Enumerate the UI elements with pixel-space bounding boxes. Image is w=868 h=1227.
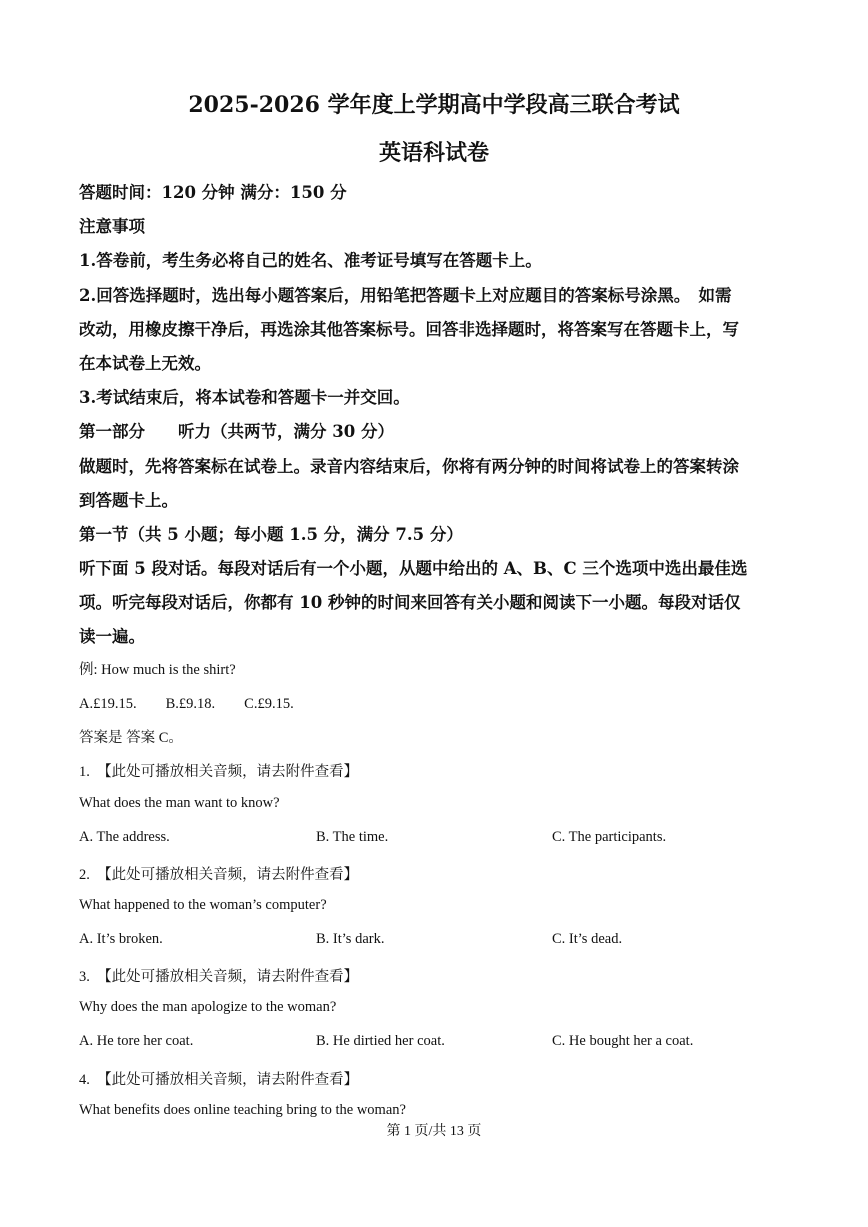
q3-option-c: C. He bought her a coat. bbox=[552, 1033, 694, 1049]
q3-option-b: B. He dirtied her coat. bbox=[316, 1033, 445, 1049]
q2-option-c: C. It’s dead. bbox=[552, 931, 623, 947]
audio-placeholder-q1[interactable]: 1. 【此处可播放相关音频，请去附件查看】 bbox=[79, 764, 359, 780]
notice-item-3: 3.考试结束后，将本试卷和答题卡一并交回。 bbox=[79, 388, 410, 407]
question-2-text: What happened to the woman’s computer? bbox=[79, 897, 327, 913]
notice-heading: 注意事项 bbox=[79, 217, 145, 236]
section1-instruction-line-3: 读一遍。 bbox=[79, 627, 145, 646]
question-3-text: Why does the man apologize to the woman? bbox=[79, 999, 337, 1015]
part1-instruction-line-1: 做题时，先将答案标在试卷上。录音内容结束后，你将有两分钟的时间将试卷上的答案转涂 bbox=[79, 457, 739, 476]
q3-option-a: A. He tore her coat. bbox=[79, 1033, 194, 1049]
example-options: A.£19.15. B.£9.18. C.£9.15. bbox=[79, 696, 294, 712]
question-4-text: What benefits does online teaching bring to the woman? bbox=[79, 1102, 406, 1118]
example-answer: 答案是 答案 C。 bbox=[79, 730, 183, 746]
q2-option-a: A. It’s broken. bbox=[79, 931, 163, 947]
part1-instruction-line-2: 到答题卡上。 bbox=[79, 491, 178, 510]
subject-title: 英语科试卷 bbox=[378, 140, 489, 166]
notice-item-2-line-3: 在本试卷上无效。 bbox=[79, 354, 211, 373]
audio-placeholder-q3[interactable]: 3. 【此处可播放相关音频，请去附件查看】 bbox=[79, 969, 359, 985]
section1-heading: 第一节（共 5 小题；每小题 1.5 分，满分 7.5 分） bbox=[79, 525, 463, 544]
section1-instruction-line-1: 听下面 5 段对话。每段对话后有一个小题，从题中给出的 A、B、C 三个选项中选出最佳选 bbox=[79, 559, 748, 578]
exam-title: 2025-2026 学年度上学期高中学段高三联合考试 bbox=[188, 92, 680, 118]
notice-item-2-line-2: 改动，用橡皮擦干净后，再选涂其他答案标号。回答非选择题时，将答案写在答题卡上，写 bbox=[79, 320, 739, 339]
q2-option-b: B. It’s dark. bbox=[316, 931, 385, 947]
time-score-line: 答题时间：120 分钟 满分：150 分 bbox=[79, 183, 347, 202]
audio-placeholder-q2[interactable]: 2. 【此处可播放相关音频，请去附件查看】 bbox=[79, 867, 359, 883]
q1-option-c: C. The participants. bbox=[552, 829, 667, 845]
notice-item-1: 1.答卷前，考生务必将自己的姓名、准考证号填写在答题卡上。 bbox=[79, 251, 542, 270]
section1-instruction-line-2: 项。听完每段对话后，你都有 10 秒钟的时间来回答有关小题和阅读下一小题。每段对话仅 bbox=[79, 593, 741, 612]
notice-item-2-line-1: 2.回答选择题时，选出每小题答案后，用铅笔把答题卡上对应题目的答案标号涂黑。 如需 bbox=[79, 286, 732, 305]
q1-option-a: A. The address. bbox=[79, 829, 170, 845]
part1-heading: 第一部分 听力（共两节，满分 30 分） bbox=[79, 422, 394, 441]
page-number: 第 1 页/共 13 页 bbox=[386, 1124, 482, 1139]
question-1-text: What does the man want to know? bbox=[79, 795, 280, 811]
audio-placeholder-q4[interactable]: 4. 【此处可播放相关音频，请去附件查看】 bbox=[79, 1072, 359, 1088]
example-question: 例: How much is the shirt? bbox=[79, 662, 236, 678]
q1-option-b: B. The time. bbox=[316, 829, 389, 845]
